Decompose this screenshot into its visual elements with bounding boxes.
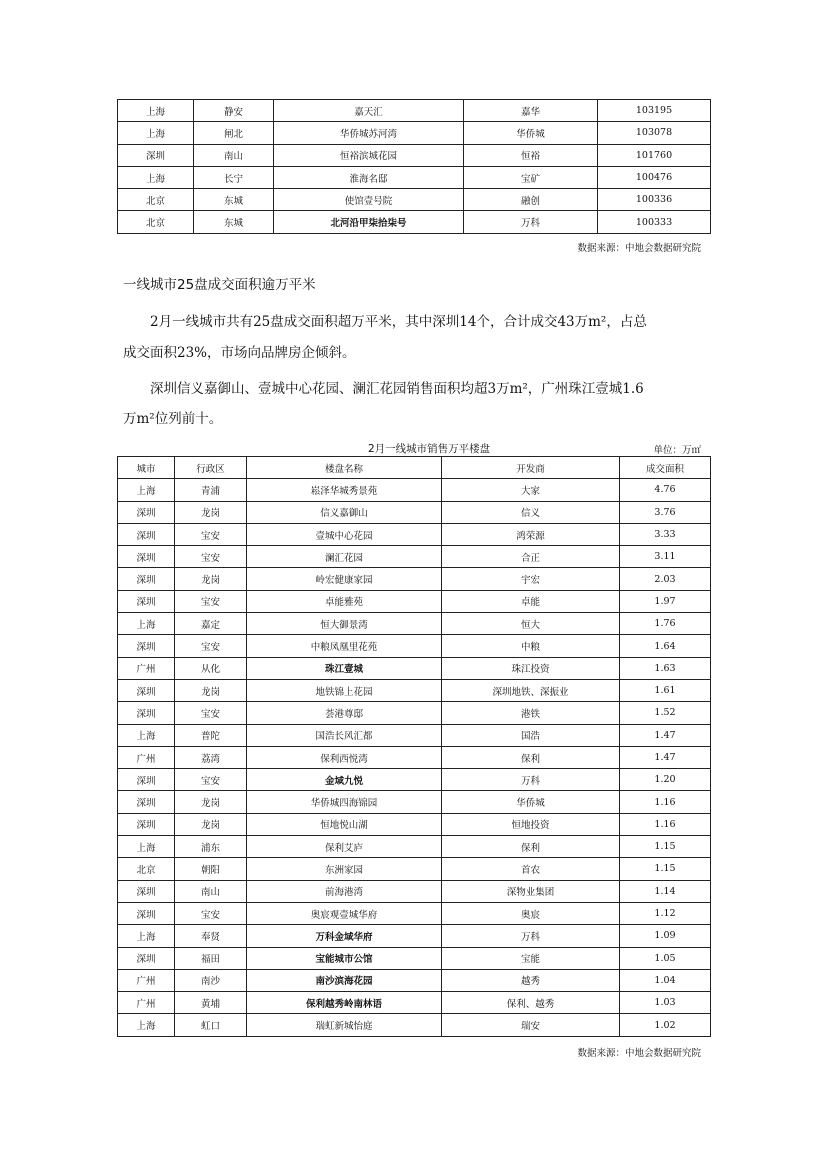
table-row: [118, 189, 711, 211]
project-cell: 万科金域华府: [247, 925, 442, 947]
developer-cell: 恒大: [442, 613, 620, 635]
city-cell: 北京: [118, 189, 194, 211]
developer-cell: 鸿荣源: [442, 523, 620, 545]
city-cell: 上海: [118, 925, 175, 947]
table-row: [118, 546, 711, 568]
city-cell: 广州: [118, 657, 175, 679]
district-cell: 嘉定: [175, 613, 247, 635]
project-cell: 崧泽华城秀景苑: [247, 479, 442, 501]
developer-cell: 深圳地铁、深振业: [442, 679, 620, 701]
value-cell: 1.61: [620, 679, 711, 701]
project-cell: 北河沿甲柒拾柒号: [274, 211, 464, 233]
district-cell: 闸北: [194, 122, 274, 144]
table-row: [118, 122, 711, 144]
district-cell: 普陀: [175, 724, 247, 746]
city-cell: 深圳: [118, 813, 175, 835]
value-cell: 3.33: [620, 523, 711, 545]
table-row: [118, 166, 711, 188]
district-cell: 宝安: [175, 769, 247, 791]
table-row: [118, 992, 711, 1014]
header-district: 行政区: [175, 457, 247, 479]
city-cell: 深圳: [118, 702, 175, 724]
value-cell: 1.09: [620, 925, 711, 947]
city-cell: 深圳: [118, 880, 175, 902]
district-cell: 奉贤: [175, 925, 247, 947]
district-cell: 浦东: [175, 836, 247, 858]
district-cell: 静安: [194, 100, 274, 122]
district-cell: 从化: [175, 657, 247, 679]
district-cell: 南山: [175, 880, 247, 902]
developer-cell: 宝能: [442, 947, 620, 969]
project-cell: 保利西悦湾: [247, 746, 442, 768]
project-cell: 嘉天汇: [274, 100, 464, 122]
developer-cell: 保利: [442, 836, 620, 858]
developer-cell: 宝矿: [464, 166, 598, 188]
table-row: [118, 1014, 711, 1036]
project-cell: 恒大御景湾: [247, 613, 442, 635]
value-cell: 1.12: [620, 902, 711, 924]
city-cell: 上海: [118, 166, 194, 188]
header-developer: 开发商: [442, 457, 620, 479]
table-row: [118, 813, 711, 835]
project-cell: 淮海名邸: [274, 166, 464, 188]
project-cell: 恒裕滨城花园: [274, 144, 464, 166]
paragraph-2-line-2: 万m²位列前十。: [123, 411, 223, 427]
table-row: [118, 925, 711, 947]
developer-cell: 华侨城: [442, 791, 620, 813]
district-cell: 黄埔: [175, 992, 247, 1014]
data-source-note-bottom: 数据来源：中地会数据研究院: [577, 1048, 701, 1059]
developer-cell: 卓能: [442, 590, 620, 612]
table-row: [118, 590, 711, 612]
developer-cell: 恒地投资: [442, 813, 620, 835]
district-cell: 龙岗: [175, 501, 247, 523]
value-cell: 1.63: [620, 657, 711, 679]
project-cell: 瑞虹新城怡庭: [247, 1014, 442, 1036]
value-cell: 1.16: [620, 791, 711, 813]
developer-cell: 深物业集团: [442, 880, 620, 902]
project-cell: 东洲家园: [247, 858, 442, 880]
city-cell: 上海: [118, 836, 175, 858]
city-cell: 广州: [118, 992, 175, 1014]
value-cell: 1.47: [620, 724, 711, 746]
developer-cell: 万科: [442, 925, 620, 947]
sales-table: [117, 456, 711, 1037]
district-cell: 青浦: [175, 479, 247, 501]
developer-cell: 大家: [442, 479, 620, 501]
header-city: 城市: [118, 457, 175, 479]
developer-cell: 信义: [442, 501, 620, 523]
section-heading: 一线城市25盘成交面积逾万平米: [123, 277, 316, 293]
district-cell: 南山: [194, 144, 274, 166]
district-cell: 宝安: [175, 523, 247, 545]
paragraph-1-line-1: 2月一线城市共有25盘成交面积超万平米，其中深圳14个，合计成交43万m²，占总: [150, 314, 647, 330]
value-cell: 103078: [598, 122, 711, 144]
city-cell: 深圳: [118, 635, 175, 657]
value-cell: 1.04: [620, 969, 711, 991]
city-cell: 深圳: [118, 501, 175, 523]
district-cell: 东城: [194, 211, 274, 233]
district-cell: 龙岗: [175, 813, 247, 835]
value-cell: 1.14: [620, 880, 711, 902]
project-cell: 国浩长风汇都: [247, 724, 442, 746]
project-cell: 地铁锦上花园: [247, 679, 442, 701]
table-row: [118, 523, 711, 545]
value-cell: 1.15: [620, 836, 711, 858]
table-row: [118, 613, 711, 635]
table-row: [118, 969, 711, 991]
table-row: [118, 858, 711, 880]
table-header-row: [118, 457, 711, 479]
district-cell: 宝安: [175, 590, 247, 612]
value-cell: 2.03: [620, 568, 711, 590]
developer-cell: 恒裕: [464, 144, 598, 166]
developer-cell: 奥宸: [442, 902, 620, 924]
value-cell: 1.76: [620, 613, 711, 635]
value-cell: 1.16: [620, 813, 711, 835]
developer-cell: 保利、越秀: [442, 992, 620, 1014]
project-cell: 华侨城四海锦园: [247, 791, 442, 813]
table-row: [118, 724, 711, 746]
developer-cell: 嘉华: [464, 100, 598, 122]
city-cell: 深圳: [118, 144, 194, 166]
developer-cell: 万科: [464, 211, 598, 233]
table-row: [118, 635, 711, 657]
value-cell: 1.03: [620, 992, 711, 1014]
table-row: [118, 568, 711, 590]
developer-cell: 保利: [442, 746, 620, 768]
district-cell: 长宁: [194, 166, 274, 188]
city-cell: 北京: [118, 211, 194, 233]
city-cell: 深圳: [118, 769, 175, 791]
project-cell: 荟港尊邸: [247, 702, 442, 724]
project-cell: 保利艾庐: [247, 836, 442, 858]
table-row: [118, 679, 711, 701]
table-row: [118, 769, 711, 791]
city-cell: 深圳: [118, 791, 175, 813]
city-cell: 上海: [118, 613, 175, 635]
table-row: [118, 657, 711, 679]
district-cell: 荔湾: [175, 746, 247, 768]
district-cell: 龙岗: [175, 679, 247, 701]
project-cell: 南沙滨海花园: [247, 969, 442, 991]
district-cell: 宝安: [175, 702, 247, 724]
table-row: [118, 880, 711, 902]
table-row: [118, 836, 711, 858]
city-cell: 上海: [118, 100, 194, 122]
city-cell: 上海: [118, 724, 175, 746]
project-cell: 华侨城苏河湾: [274, 122, 464, 144]
developer-cell: 首农: [442, 858, 620, 880]
developer-cell: 中粮: [442, 635, 620, 657]
paragraph-1-line-2: 成交面积23%，市场向品牌房企倾斜。: [123, 345, 356, 361]
project-cell: 珠江壹城: [247, 657, 442, 679]
table-row: [118, 702, 711, 724]
table-caption: 2月一线城市销售万平楼盘: [368, 443, 491, 455]
project-cell: 澜汇花园: [247, 546, 442, 568]
value-cell: 4.76: [620, 479, 711, 501]
project-cell: 壹城中心花园: [247, 523, 442, 545]
developer-cell: 国浩: [442, 724, 620, 746]
table-row: [118, 100, 711, 122]
city-cell: 深圳: [118, 523, 175, 545]
developer-cell: 瑞安: [442, 1014, 620, 1036]
developer-cell: 华侨城: [464, 122, 598, 144]
city-cell: 北京: [118, 858, 175, 880]
district-cell: 虹口: [175, 1014, 247, 1036]
developer-cell: 融创: [464, 189, 598, 211]
project-cell: 前海港湾: [247, 880, 442, 902]
data-source-note: 数据来源：中地会数据研究院: [577, 243, 701, 254]
city-cell: 深圳: [118, 590, 175, 612]
top-project-table: [117, 99, 711, 234]
district-cell: 龙岗: [175, 568, 247, 590]
city-cell: 深圳: [118, 902, 175, 924]
top-table-body: [118, 100, 711, 234]
district-cell: 南沙: [175, 969, 247, 991]
header-project: 楼盘名称: [247, 457, 442, 479]
value-cell: 3.76: [620, 501, 711, 523]
table-row: [118, 746, 711, 768]
table-row: [118, 144, 711, 166]
table-row: [118, 479, 711, 501]
developer-cell: 珠江投资: [442, 657, 620, 679]
city-cell: 广州: [118, 746, 175, 768]
value-cell: 103195: [598, 100, 711, 122]
value-cell: 100336: [598, 189, 711, 211]
value-cell: 3.11: [620, 546, 711, 568]
value-cell: 1.97: [620, 590, 711, 612]
district-cell: 福田: [175, 947, 247, 969]
district-cell: 朝阳: [175, 858, 247, 880]
value-cell: 1.20: [620, 769, 711, 791]
district-cell: 宝安: [175, 546, 247, 568]
paragraph-2-line-1: 深圳信义嘉御山、壹城中心花园、澜汇花园销售面积均超3万m²，广州珠江壹城1.6: [150, 381, 644, 397]
value-cell: 1.52: [620, 702, 711, 724]
value-cell: 1.64: [620, 635, 711, 657]
table-row: [118, 902, 711, 924]
city-cell: 深圳: [118, 947, 175, 969]
value-cell: 100476: [598, 166, 711, 188]
value-cell: 100333: [598, 211, 711, 233]
city-cell: 深圳: [118, 568, 175, 590]
district-cell: 宝安: [175, 902, 247, 924]
project-cell: 岭宏健康家园: [247, 568, 442, 590]
district-cell: 东城: [194, 189, 274, 211]
district-cell: 龙岗: [175, 791, 247, 813]
city-cell: 上海: [118, 122, 194, 144]
developer-cell: 合正: [442, 546, 620, 568]
value-cell: 1.47: [620, 746, 711, 768]
city-cell: 上海: [118, 1014, 175, 1036]
developer-cell: 港铁: [442, 702, 620, 724]
table-row: [118, 501, 711, 523]
developer-cell: 万科: [442, 769, 620, 791]
table-row: [118, 211, 711, 233]
city-cell: 广州: [118, 969, 175, 991]
project-cell: 奥宸观壹城华府: [247, 902, 442, 924]
table-unit: 单位：万㎡: [653, 445, 701, 456]
table-row: [118, 791, 711, 813]
table-row: [118, 947, 711, 969]
value-cell: 1.05: [620, 947, 711, 969]
project-cell: 金域九悦: [247, 769, 442, 791]
district-cell: 宝安: [175, 635, 247, 657]
value-cell: 1.15: [620, 858, 711, 880]
project-cell: 恒地悦山湖: [247, 813, 442, 835]
project-cell: 卓能雅苑: [247, 590, 442, 612]
city-cell: 深圳: [118, 679, 175, 701]
sales-table-body: [118, 479, 711, 1036]
project-cell: 使馆壹号院: [274, 189, 464, 211]
project-cell: 宝能城市公馆: [247, 947, 442, 969]
project-cell: 保利越秀岭南林语: [247, 992, 442, 1014]
project-cell: 信义嘉御山: [247, 501, 442, 523]
value-cell: 1.02: [620, 1014, 711, 1036]
city-cell: 上海: [118, 479, 175, 501]
header-area: 成交面积: [620, 457, 711, 479]
developer-cell: 宇宏: [442, 568, 620, 590]
project-cell: 中粮凤凰里花苑: [247, 635, 442, 657]
value-cell: 101760: [598, 144, 711, 166]
city-cell: 深圳: [118, 546, 175, 568]
developer-cell: 越秀: [442, 969, 620, 991]
